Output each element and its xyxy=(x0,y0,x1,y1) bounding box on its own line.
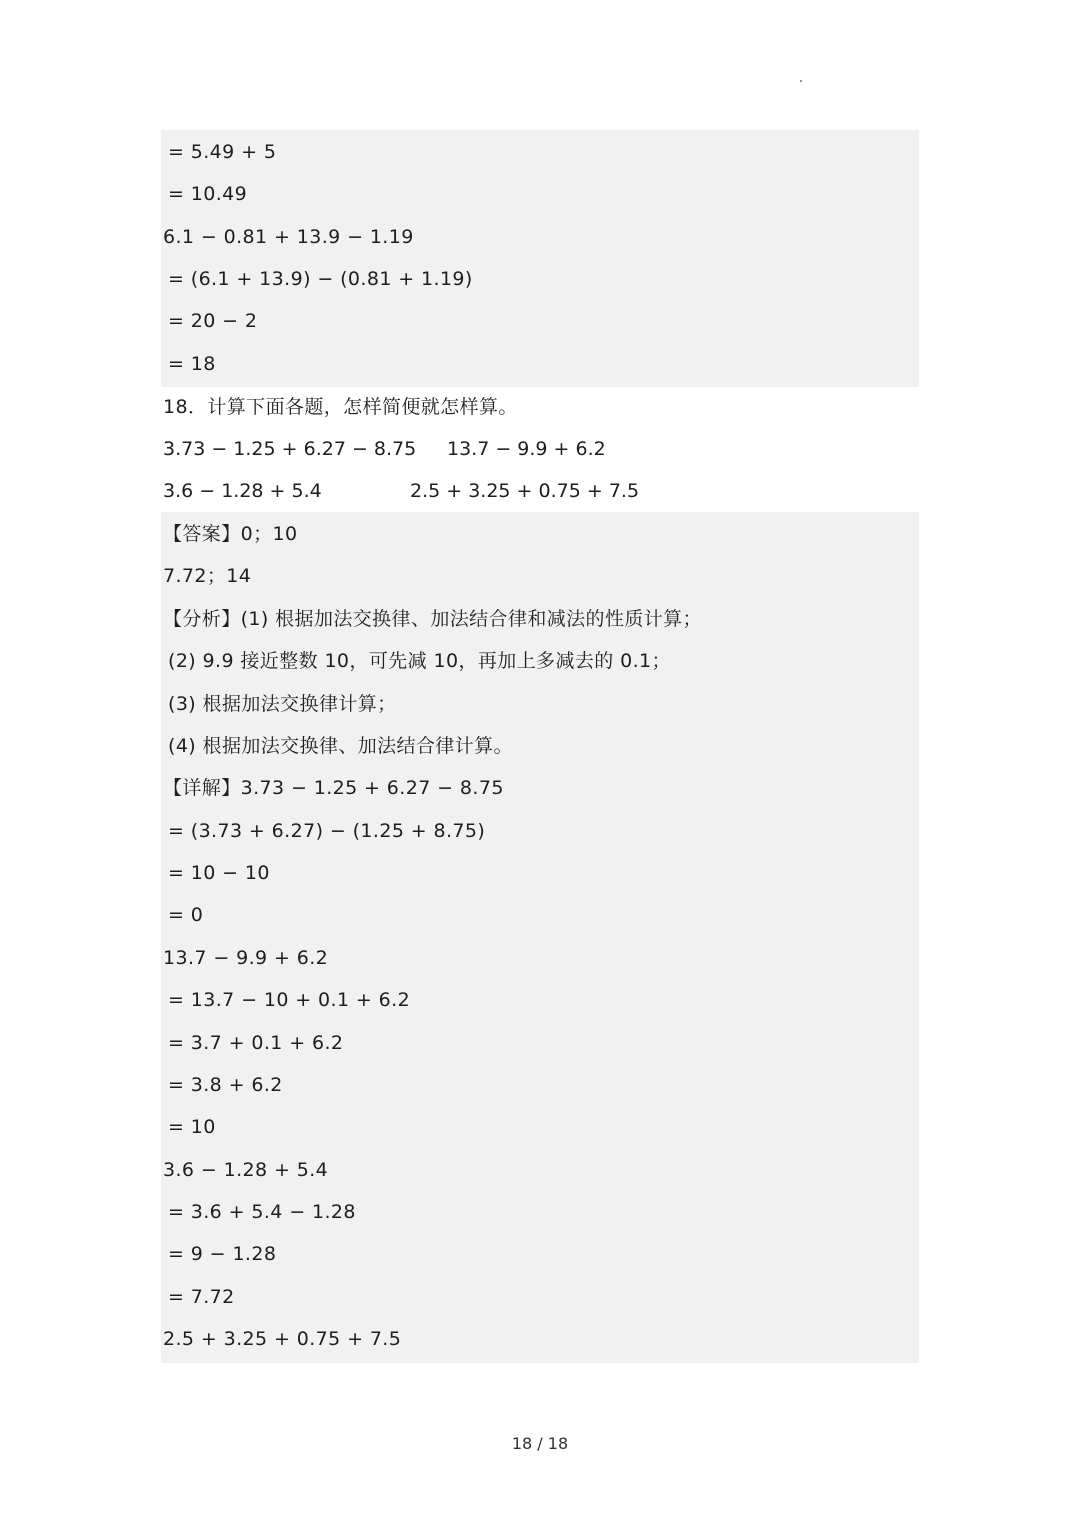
question-expression: 2.5 + 3.25 + 0.75 + 7.5 xyxy=(410,480,640,502)
detail-line: = 9 − 1.28 xyxy=(168,1243,277,1265)
detail-line: = 3.7 + 0.1 + 6.2 xyxy=(168,1032,344,1054)
question-row xyxy=(163,433,606,465)
page-number: 18 / 18 xyxy=(511,1434,569,1453)
scan-speck xyxy=(800,80,802,82)
detail-line: = 3.6 + 5.4 − 1.28 xyxy=(168,1201,356,1223)
solution-line: = 20 − 2 xyxy=(168,310,258,332)
answer-line: 【答案】0；10 xyxy=(163,523,298,545)
solution-line: = 18 xyxy=(168,353,216,375)
solution-line: = (6.1 + 13.9) − (0.81 + 1.19) xyxy=(168,268,473,290)
analysis-line: (4) 根据加法交换律、加法结合律计算。 xyxy=(168,735,513,757)
detail-line: = 10 xyxy=(168,1116,216,1138)
detail-line: = 13.7 − 10 + 0.1 + 6.2 xyxy=(168,989,411,1011)
solution-block-top xyxy=(161,130,919,387)
detail-line: 2.5 + 3.25 + 0.75 + 7.5 xyxy=(163,1328,402,1350)
detail-line: = (3.73 + 6.27) − (1.25 + 8.75) xyxy=(168,820,486,842)
detail-line: = 10 − 10 xyxy=(168,862,270,884)
analysis-line: 【分析】(1) 根据加法交换律、加法结合律和减法的性质计算； xyxy=(163,608,702,630)
question-row xyxy=(163,475,640,507)
detail-line: = 7.72 xyxy=(168,1286,235,1308)
detail-line: 【详解】3.73 − 1.25 + 6.27 − 8.75 xyxy=(163,777,504,799)
question-expression: 3.73 − 1.25 + 6.27 − 8.75 xyxy=(163,438,417,460)
detail-line: = 0 xyxy=(168,904,204,926)
detail-line: 13.7 − 9.9 + 6.2 xyxy=(163,947,329,969)
answer-line: 7.72；14 xyxy=(163,565,252,587)
analysis-line: (2) 9.9 接近整数 10，可先减 10，再加上多减去的 0.1； xyxy=(168,650,671,672)
detail-line: = 3.8 + 6.2 xyxy=(168,1074,283,1096)
detail-line: 3.6 − 1.28 + 5.4 xyxy=(163,1159,329,1181)
analysis-line: (3) 根据加法交换律计算； xyxy=(168,693,397,715)
question-expression: 3.6 − 1.28 + 5.4 xyxy=(163,480,322,502)
solution-line: 6.1 − 0.81 + 13.9 − 1.19 xyxy=(163,226,414,248)
question-title: 18．计算下面各题，怎样简便就怎样算。 xyxy=(163,396,518,418)
solution-line: = 10.49 xyxy=(168,183,248,205)
solution-line: = 5.49 + 5 xyxy=(168,141,277,163)
answer-block xyxy=(161,512,919,1363)
question-expression: 13.7 − 9.9 + 6.2 xyxy=(447,438,606,460)
